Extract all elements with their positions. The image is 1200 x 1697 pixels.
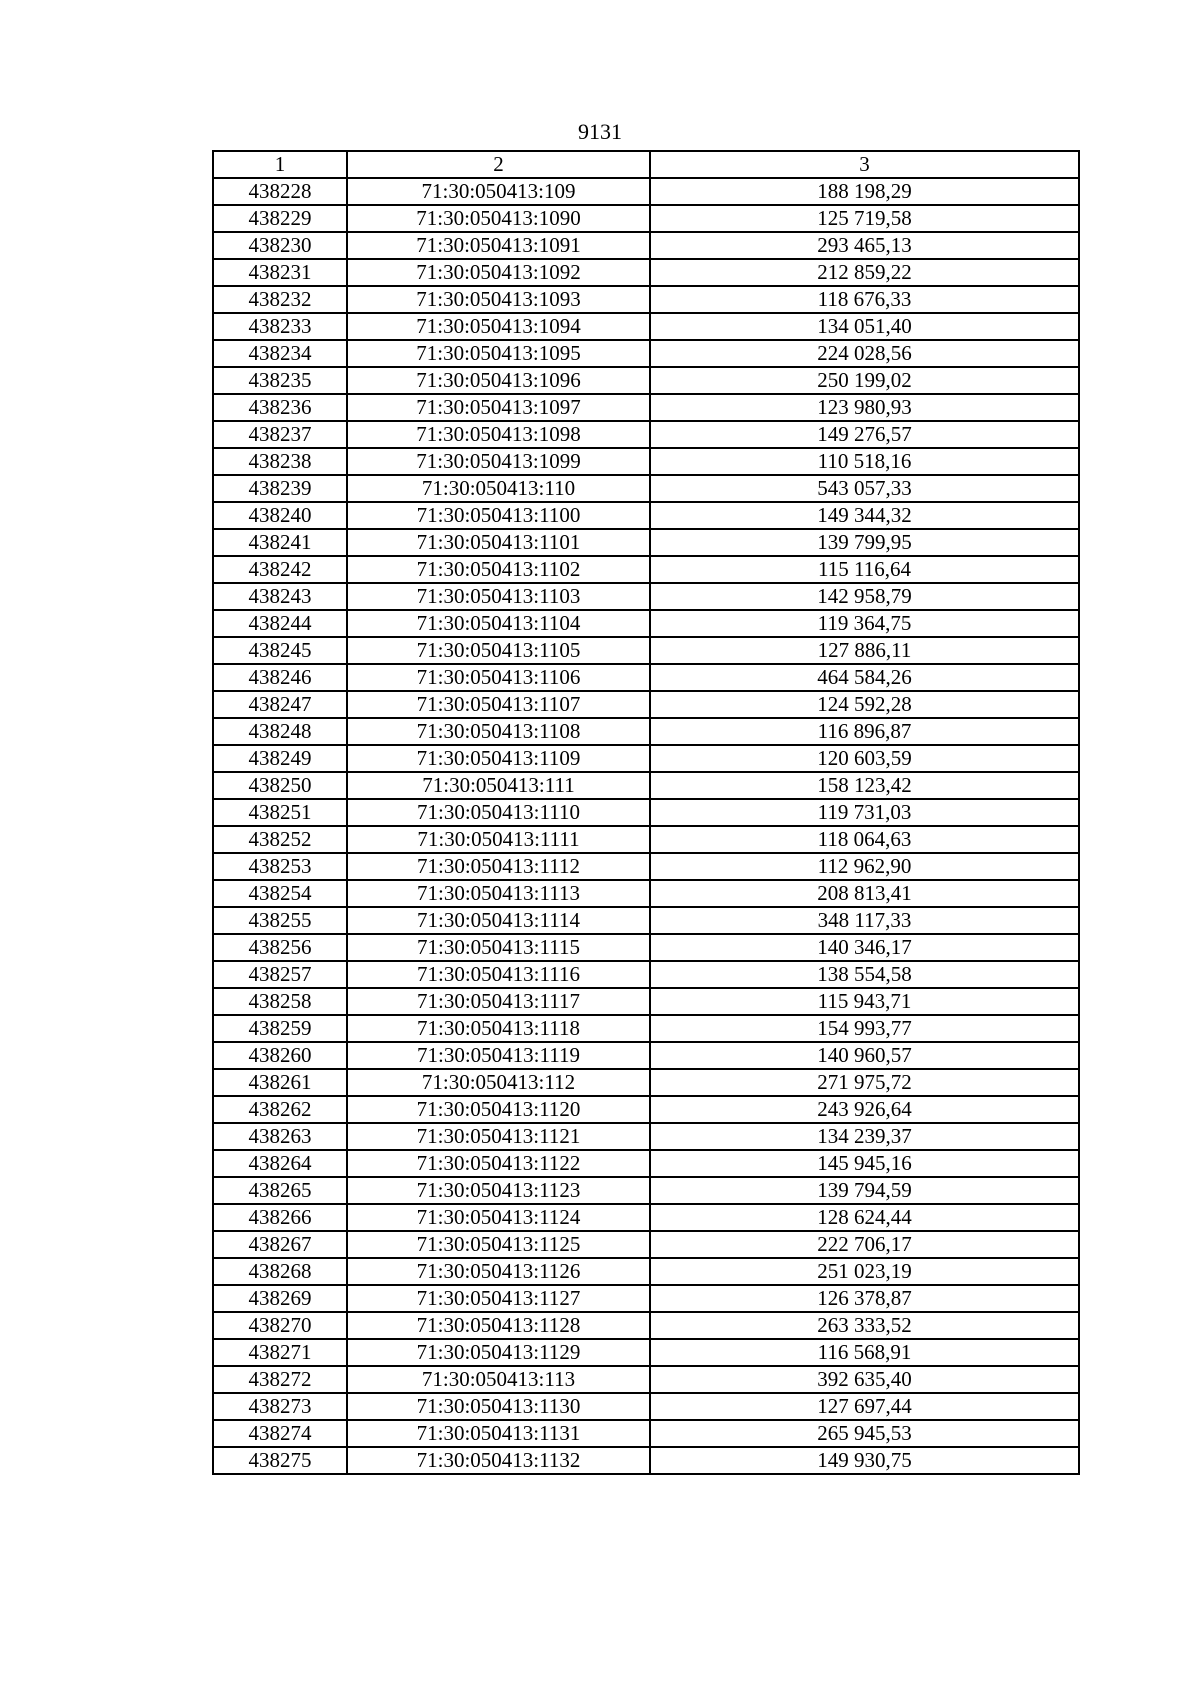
value-cell: 392 635,40	[650, 1366, 1079, 1393]
cadastral-number-cell: 71:30:050413:113	[347, 1366, 650, 1393]
value-cell: 115 116,64	[650, 556, 1079, 583]
cadastral-number-cell: 71:30:050413:110	[347, 475, 650, 502]
value-cell: 271 975,72	[650, 1069, 1079, 1096]
value-cell: 140 346,17	[650, 934, 1079, 961]
table-row	[213, 1096, 1079, 1123]
table-header	[213, 151, 1079, 178]
value-cell: 145 945,16	[650, 1150, 1079, 1177]
table-row	[213, 988, 1079, 1015]
value-cell: 158 123,42	[650, 772, 1079, 799]
cadastral-number-cell: 71:30:050413:1096	[347, 367, 650, 394]
column-header-2: 2	[347, 151, 650, 178]
value-cell: 142 958,79	[650, 583, 1079, 610]
cadastral-number-cell: 71:30:050413:1131	[347, 1420, 650, 1447]
table-row	[213, 367, 1079, 394]
value-cell: 464 584,26	[650, 664, 1079, 691]
table-row	[213, 1231, 1079, 1258]
column-header-1: 1	[213, 151, 347, 178]
cadastral-number-cell: 71:30:050413:1119	[347, 1042, 650, 1069]
cadastral-number-cell: 71:30:050413:1129	[347, 1339, 650, 1366]
cadastral-number-cell: 71:30:050413:1120	[347, 1096, 650, 1123]
cadastral-number-cell: 71:30:050413:1099	[347, 448, 650, 475]
table-row	[213, 1447, 1079, 1474]
row-number-cell: 438266	[213, 1204, 347, 1231]
table-row	[213, 961, 1079, 988]
cadastral-number-cell: 71:30:050413:109	[347, 178, 650, 205]
row-number-cell: 438249	[213, 745, 347, 772]
table-row	[213, 1177, 1079, 1204]
value-cell: 123 980,93	[650, 394, 1079, 421]
table-row	[213, 259, 1079, 286]
table-row	[213, 556, 1079, 583]
table-row	[213, 475, 1079, 502]
cadastral-number-cell: 71:30:050413:1116	[347, 961, 650, 988]
row-number-cell: 438254	[213, 880, 347, 907]
value-cell: 118 064,63	[650, 826, 1079, 853]
row-number-cell: 438268	[213, 1258, 347, 1285]
table-row	[213, 718, 1079, 745]
table-row	[213, 1393, 1079, 1420]
row-number-cell: 438229	[213, 205, 347, 232]
value-cell: 140 960,57	[650, 1042, 1079, 1069]
row-number-cell: 438231	[213, 259, 347, 286]
cadastral-number-cell: 71:30:050413:1097	[347, 394, 650, 421]
row-number-cell: 438239	[213, 475, 347, 502]
cadastral-number-cell: 71:30:050413:1111	[347, 826, 650, 853]
row-number-cell: 438245	[213, 637, 347, 664]
table-row	[213, 745, 1079, 772]
value-cell: 154 993,77	[650, 1015, 1079, 1042]
row-number-cell: 438263	[213, 1123, 347, 1150]
row-number-cell: 438274	[213, 1420, 347, 1447]
cadastral-number-cell: 71:30:050413:1115	[347, 934, 650, 961]
table-row	[213, 1420, 1079, 1447]
row-number-cell: 438270	[213, 1312, 347, 1339]
table-row	[213, 1069, 1079, 1096]
table-row	[213, 421, 1079, 448]
cadastral-number-cell: 71:30:050413:1094	[347, 313, 650, 340]
cadastral-number-cell: 71:30:050413:1117	[347, 988, 650, 1015]
value-cell: 263 333,52	[650, 1312, 1079, 1339]
value-cell: 134 051,40	[650, 313, 1079, 340]
row-number-cell: 438253	[213, 853, 347, 880]
table-row	[213, 1150, 1079, 1177]
value-cell: 116 568,91	[650, 1339, 1079, 1366]
table-row	[213, 1366, 1079, 1393]
value-cell: 208 813,41	[650, 880, 1079, 907]
value-cell: 138 554,58	[650, 961, 1079, 988]
value-cell: 224 028,56	[650, 340, 1079, 367]
value-cell: 115 943,71	[650, 988, 1079, 1015]
row-number-cell: 438258	[213, 988, 347, 1015]
row-number-cell: 438255	[213, 907, 347, 934]
value-cell: 251 023,19	[650, 1258, 1079, 1285]
row-number-cell: 438241	[213, 529, 347, 556]
table-row	[213, 1339, 1079, 1366]
cadastral-number-cell: 71:30:050413:1125	[347, 1231, 650, 1258]
row-number-cell: 438273	[213, 1393, 347, 1420]
row-number-cell: 438262	[213, 1096, 347, 1123]
cadastral-number-cell: 71:30:050413:1103	[347, 583, 650, 610]
value-cell: 149 930,75	[650, 1447, 1079, 1474]
row-number-cell: 438248	[213, 718, 347, 745]
row-number-cell: 438235	[213, 367, 347, 394]
row-number-cell: 438264	[213, 1150, 347, 1177]
row-number-cell: 438251	[213, 799, 347, 826]
table-row	[213, 691, 1079, 718]
cadastral-number-cell: 71:30:050413:1105	[347, 637, 650, 664]
value-cell: 128 624,44	[650, 1204, 1079, 1231]
registry-table	[212, 150, 1080, 1475]
value-cell: 139 799,95	[650, 529, 1079, 556]
row-number-cell: 438260	[213, 1042, 347, 1069]
cadastral-number-cell: 71:30:050413:1098	[347, 421, 650, 448]
table-row	[213, 610, 1079, 637]
value-cell: 139 794,59	[650, 1177, 1079, 1204]
table-row	[213, 178, 1079, 205]
cadastral-number-cell: 71:30:050413:111	[347, 772, 650, 799]
header-row	[213, 151, 1079, 178]
cadastral-number-cell: 71:30:050413:1108	[347, 718, 650, 745]
table-row	[213, 583, 1079, 610]
value-cell: 124 592,28	[650, 691, 1079, 718]
table-row	[213, 529, 1079, 556]
row-number-cell: 438256	[213, 934, 347, 961]
cadastral-number-cell: 71:30:050413:1107	[347, 691, 650, 718]
table-row	[213, 1015, 1079, 1042]
row-number-cell: 438230	[213, 232, 347, 259]
cadastral-number-cell: 71:30:050413:1102	[347, 556, 650, 583]
cadastral-number-cell: 71:30:050413:112	[347, 1069, 650, 1096]
row-number-cell: 438233	[213, 313, 347, 340]
table-body	[213, 178, 1079, 1474]
column-header-3: 3	[650, 151, 1079, 178]
table-row	[213, 205, 1079, 232]
value-cell: 149 344,32	[650, 502, 1079, 529]
value-cell: 125 719,58	[650, 205, 1079, 232]
cadastral-number-cell: 71:30:050413:1109	[347, 745, 650, 772]
cadastral-number-cell: 71:30:050413:1118	[347, 1015, 650, 1042]
table-row	[213, 1285, 1079, 1312]
row-number-cell: 438232	[213, 286, 347, 313]
cadastral-number-cell: 71:30:050413:1112	[347, 853, 650, 880]
cadastral-number-cell: 71:30:050413:1127	[347, 1285, 650, 1312]
row-number-cell: 438243	[213, 583, 347, 610]
value-cell: 250 199,02	[650, 367, 1079, 394]
row-number-cell: 438252	[213, 826, 347, 853]
cadastral-number-cell: 71:30:050413:1101	[347, 529, 650, 556]
cadastral-number-cell: 71:30:050413:1114	[347, 907, 650, 934]
row-number-cell: 438240	[213, 502, 347, 529]
table-row	[213, 394, 1079, 421]
value-cell: 127 697,44	[650, 1393, 1079, 1420]
row-number-cell: 438259	[213, 1015, 347, 1042]
table-row	[213, 313, 1079, 340]
cadastral-number-cell: 71:30:050413:1113	[347, 880, 650, 907]
row-number-cell: 438228	[213, 178, 347, 205]
row-number-cell: 438236	[213, 394, 347, 421]
value-cell: 120 603,59	[650, 745, 1079, 772]
cadastral-number-cell: 71:30:050413:1090	[347, 205, 650, 232]
value-cell: 293 465,13	[650, 232, 1079, 259]
table-row	[213, 826, 1079, 853]
cadastral-number-cell: 71:30:050413:1121	[347, 1123, 650, 1150]
row-number-cell: 438242	[213, 556, 347, 583]
table-row	[213, 1204, 1079, 1231]
cadastral-number-cell: 71:30:050413:1128	[347, 1312, 650, 1339]
table-row	[213, 502, 1079, 529]
row-number-cell: 438238	[213, 448, 347, 475]
value-cell: 118 676,33	[650, 286, 1079, 313]
cadastral-number-cell: 71:30:050413:1106	[347, 664, 650, 691]
cadastral-number-cell: 71:30:050413:1104	[347, 610, 650, 637]
row-number-cell: 438244	[213, 610, 347, 637]
row-number-cell: 438272	[213, 1366, 347, 1393]
cadastral-number-cell: 71:30:050413:1124	[347, 1204, 650, 1231]
table-row	[213, 637, 1079, 664]
table-row	[213, 1123, 1079, 1150]
table-row	[213, 799, 1079, 826]
value-cell: 119 364,75	[650, 610, 1079, 637]
table-row	[213, 286, 1079, 313]
row-number-cell: 438246	[213, 664, 347, 691]
value-cell: 265 945,53	[650, 1420, 1079, 1447]
page-number: 9131	[578, 119, 622, 144]
row-number-cell: 438247	[213, 691, 347, 718]
table-row	[213, 1258, 1079, 1285]
row-number-cell: 438237	[213, 421, 347, 448]
row-number-cell: 438261	[213, 1069, 347, 1096]
table-row	[213, 1042, 1079, 1069]
table-row	[213, 664, 1079, 691]
value-cell: 112 962,90	[650, 853, 1079, 880]
value-cell: 149 276,57	[650, 421, 1079, 448]
table-row	[213, 232, 1079, 259]
value-cell: 126 378,87	[650, 1285, 1079, 1312]
cadastral-number-cell: 71:30:050413:1095	[347, 340, 650, 367]
cadastral-number-cell: 71:30:050413:1092	[347, 259, 650, 286]
value-cell: 188 198,29	[650, 178, 1079, 205]
table-row	[213, 880, 1079, 907]
cadastral-number-cell: 71:30:050413:1130	[347, 1393, 650, 1420]
cadastral-number-cell: 71:30:050413:1110	[347, 799, 650, 826]
row-number-cell: 438265	[213, 1177, 347, 1204]
cadastral-number-cell: 71:30:050413:1093	[347, 286, 650, 313]
table-row	[213, 907, 1079, 934]
cadastral-number-cell: 71:30:050413:1091	[347, 232, 650, 259]
table-row	[213, 1312, 1079, 1339]
table-row	[213, 448, 1079, 475]
row-number-cell: 438250	[213, 772, 347, 799]
table-row	[213, 853, 1079, 880]
cadastral-number-cell: 71:30:050413:1123	[347, 1177, 650, 1204]
value-cell: 134 239,37	[650, 1123, 1079, 1150]
row-number-cell: 438234	[213, 340, 347, 367]
cadastral-number-cell: 71:30:050413:1100	[347, 502, 650, 529]
row-number-cell: 438257	[213, 961, 347, 988]
value-cell: 110 518,16	[650, 448, 1079, 475]
row-number-cell: 438275	[213, 1447, 347, 1474]
value-cell: 222 706,17	[650, 1231, 1079, 1258]
value-cell: 127 886,11	[650, 637, 1079, 664]
value-cell: 348 117,33	[650, 907, 1079, 934]
value-cell: 543 057,33	[650, 475, 1079, 502]
value-cell: 243 926,64	[650, 1096, 1079, 1123]
value-cell: 119 731,03	[650, 799, 1079, 826]
cadastral-number-cell: 71:30:050413:1132	[347, 1447, 650, 1474]
table-row	[213, 772, 1079, 799]
cadastral-number-cell: 71:30:050413:1122	[347, 1150, 650, 1177]
table-row	[213, 340, 1079, 367]
table-row	[213, 934, 1079, 961]
row-number-cell: 438271	[213, 1339, 347, 1366]
row-number-cell: 438269	[213, 1285, 347, 1312]
value-cell: 116 896,87	[650, 718, 1079, 745]
cadastral-number-cell: 71:30:050413:1126	[347, 1258, 650, 1285]
value-cell: 212 859,22	[650, 259, 1079, 286]
row-number-cell: 438267	[213, 1231, 347, 1258]
